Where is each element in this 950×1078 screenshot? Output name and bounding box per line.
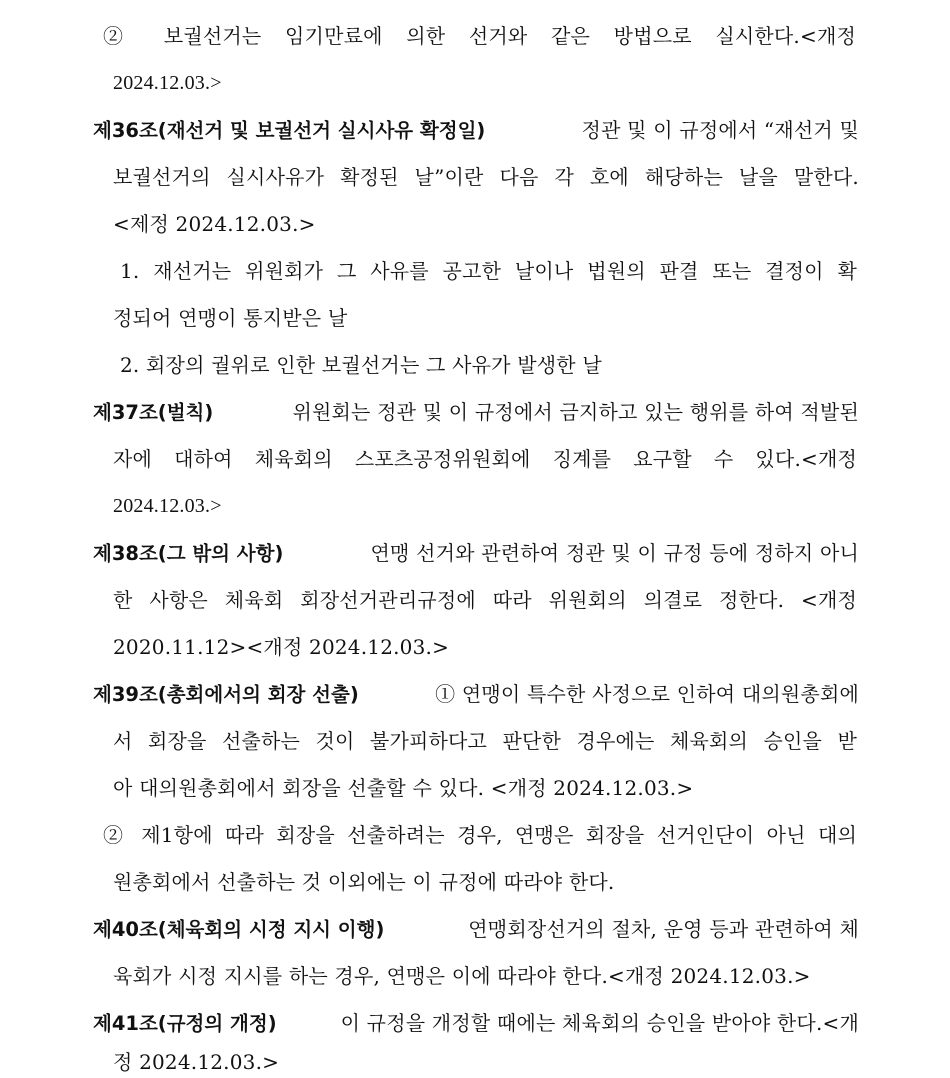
article-heading: 제37조(벌칙) [93,401,214,424]
article-heading: 제41조(규정의 개정) [93,1012,277,1035]
article-heading: 제39조(총회에서의 회장 선출) [93,683,359,706]
article-heading: 제36조(재선거 및 보궐선거 실시사유 확정일) [93,119,486,142]
list-item: 1. 재선거는 위원회가 그 사유를 공고한 날이나 법원의 판결 또는 결정이 확 [120,259,857,283]
text-line: 아 대의원총회에서 회장을 선출할 수 있다. <개정 2024.12.03.> [113,776,694,800]
article-41 [93,1011,859,1036]
text-line: 원총회에서 선출하는 것 이외에는 이 규정에 따라야 한다. [113,870,615,894]
text-line: ① 연맹이 특수한 사정으로 인하여 대의원총회에 [435,682,859,706]
article-36 [93,118,859,143]
text-line: ② 보궐선거는 임기만료에 의한 선거와 같은 방법으로 실시한다.<개정 [103,24,856,48]
text-line: 2024.12.03.> [113,72,222,94]
article-39 [93,682,859,707]
text-line: 자에 대하여 체육회의 스포츠공정위원회에 징계를 요구할 수 있다.<개정 [113,447,857,471]
text-line: 연맹회장선거의 절차, 운영 등과 관련하여 체 [468,917,859,941]
text-line: 이 규정을 개정할 때에는 체육회의 승인을 받아야 한다.<개 [340,1011,859,1035]
text-line: 보궐선거의 실시사유가 확정된 날”이란 다음 각 호에 해당하는 날을 말한다. [113,165,859,189]
text-line: 한 사항은 체육회 회장선거관리규정에 따라 위원회의 의결로 정한다. <개정 [113,588,857,612]
article-heading: 제40조(체육회의 시정 지시 이행) [93,918,385,941]
text-line: 정관 및 이 규정에서 “재선거 및 [581,118,859,142]
article-heading: 제38조(그 밖의 사항) [93,542,284,565]
text-line: 2020.11.12><개정 2024.12.03.> [113,635,450,659]
article-40 [93,917,859,942]
list-item: 2. 회장의 궐위로 인한 보궐선거는 그 사유가 발생한 날 [120,353,602,377]
article-38 [93,541,859,566]
text-line: 육회가 시정 지시를 하는 경우, 연맹은 이에 따라야 한다.<개정 2024.12.03.> [113,964,811,988]
text-line: 정 2024.12.03.> [113,1050,280,1074]
text-line: 2024.12.03.> [113,495,222,517]
text-line: 연맹 선거와 관련하여 정관 및 이 규정 등에 정하지 아니 [370,541,859,565]
text-line: <제정 2024.12.03.> [113,212,316,236]
text-line: ② 제1항에 따라 회장을 선출하려는 경우, 연맹은 회장을 선거인단이 아닌 대의 [103,823,857,847]
text-line: 정되어 연맹이 통지받은 날 [113,306,348,330]
text-line: 위원회는 정관 및 이 규정에서 금지하고 있는 행위를 하여 적발된 [292,400,859,424]
article-37 [93,400,859,425]
text-line: 서 회장을 선출하는 것이 불가피하다고 판단한 경우에는 체육회의 승인을 받 [113,729,857,753]
